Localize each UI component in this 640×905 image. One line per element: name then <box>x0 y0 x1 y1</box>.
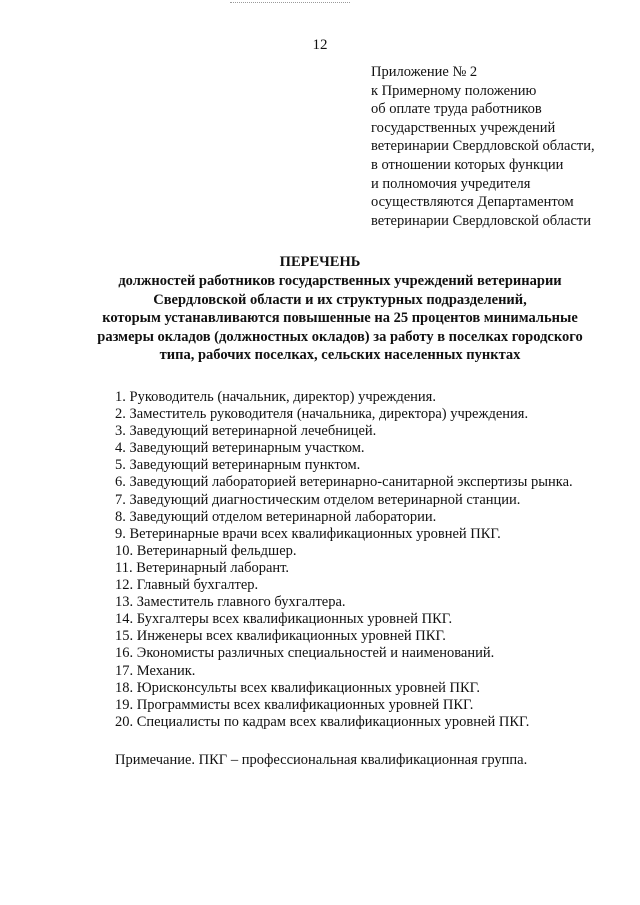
subtitle-line: должностей работников государственных учреждений ветеринарии <box>118 273 562 289</box>
list-item: 7. Заведующий диагностическим отделом ветеринарной станции. <box>115 491 521 508</box>
document-title: ПЕРЕЧЕНЬ <box>279 254 361 270</box>
list-item: 1. Руководитель (начальник, директор) учреждения. <box>115 389 436 405</box>
list-item: 18. Юрисконсульты всех квалификационных уровней ПКГ. <box>115 679 481 696</box>
list-item: 10. Ветеринарный фельдшер. <box>115 542 297 559</box>
list-item: 16. Экономисты различных специальностей и наименований. <box>115 645 495 662</box>
appendix-line: к Примерному положению <box>371 82 537 99</box>
top-edge-rule <box>230 2 350 3</box>
list-item: 6. Заведующий лабораторией ветеринарно-санитарной экспертизы рынка. <box>115 474 573 491</box>
document-subtitle <box>60 272 620 365</box>
list-item: 17. Механик. <box>115 662 196 679</box>
positions-list <box>115 389 573 731</box>
list-item: 2. Заместитель руководителя (начальника, директора) учреждения. <box>115 406 529 423</box>
subtitle-line: размеры окладов (должностных окладов) за работу в поселках городского <box>97 328 583 345</box>
list-item: 11. Ветеринарный лаборант. <box>115 559 290 576</box>
appendix-line: осуществляются Департаментом <box>371 194 574 211</box>
appendix-line: Приложение № 2 <box>371 64 478 80</box>
list-item: 12. Главный бухгалтер. <box>115 577 259 594</box>
appendix-line: ветеринарии Свердловской области, <box>371 138 595 155</box>
list-item: 4. Заведующий ветеринарным участком. <box>115 440 365 457</box>
appendix-line: об оплате труда работников <box>371 101 542 118</box>
list-item: 13. Заместитель главного бухгалтера. <box>115 594 346 611</box>
appendix-line: ветеринарии Свердловской области <box>371 212 591 229</box>
subtitle-line: типа, рабочих поселках, сельских населенных пунктах <box>159 347 521 364</box>
appendix-header <box>371 63 595 230</box>
list-item: 3. Заведующий ветеринарной лечебницей. <box>115 423 377 440</box>
list-item: 19. Программисты всех квалификационных уровней ПКГ. <box>115 696 474 713</box>
list-item: 15. Инженеры всех квалификационных уровней ПКГ. <box>115 628 446 645</box>
list-item: 20. Специалисты по кадрам всех квалификационных уровней ПКГ. <box>115 713 530 730</box>
list-item: 9. Ветеринарные врачи всех квалификационных уровней ПКГ. <box>115 525 501 542</box>
subtitle-line: Свердловской области и их структурных подразделений, <box>153 291 527 308</box>
subtitle-line: которым устанавливаются повышенные на 25 процентов минимальные <box>102 310 578 327</box>
footnote: Примечание. ПКГ – профессиональная квалификационная группа. <box>115 752 528 768</box>
appendix-line: государственных учреждений <box>371 119 556 136</box>
appendix-line: и полномочия учредителя <box>371 175 531 192</box>
list-item: 5. Заведующий ветеринарным пунктом. <box>115 457 361 474</box>
page-number: 12 <box>312 37 328 53</box>
list-item: 8. Заведующий отделом ветеринарной лаборатории. <box>115 508 437 525</box>
list-item: 14. Бухгалтеры всех квалификационных уровней ПКГ. <box>115 611 453 628</box>
appendix-line: в отношении которых функции <box>371 156 564 173</box>
